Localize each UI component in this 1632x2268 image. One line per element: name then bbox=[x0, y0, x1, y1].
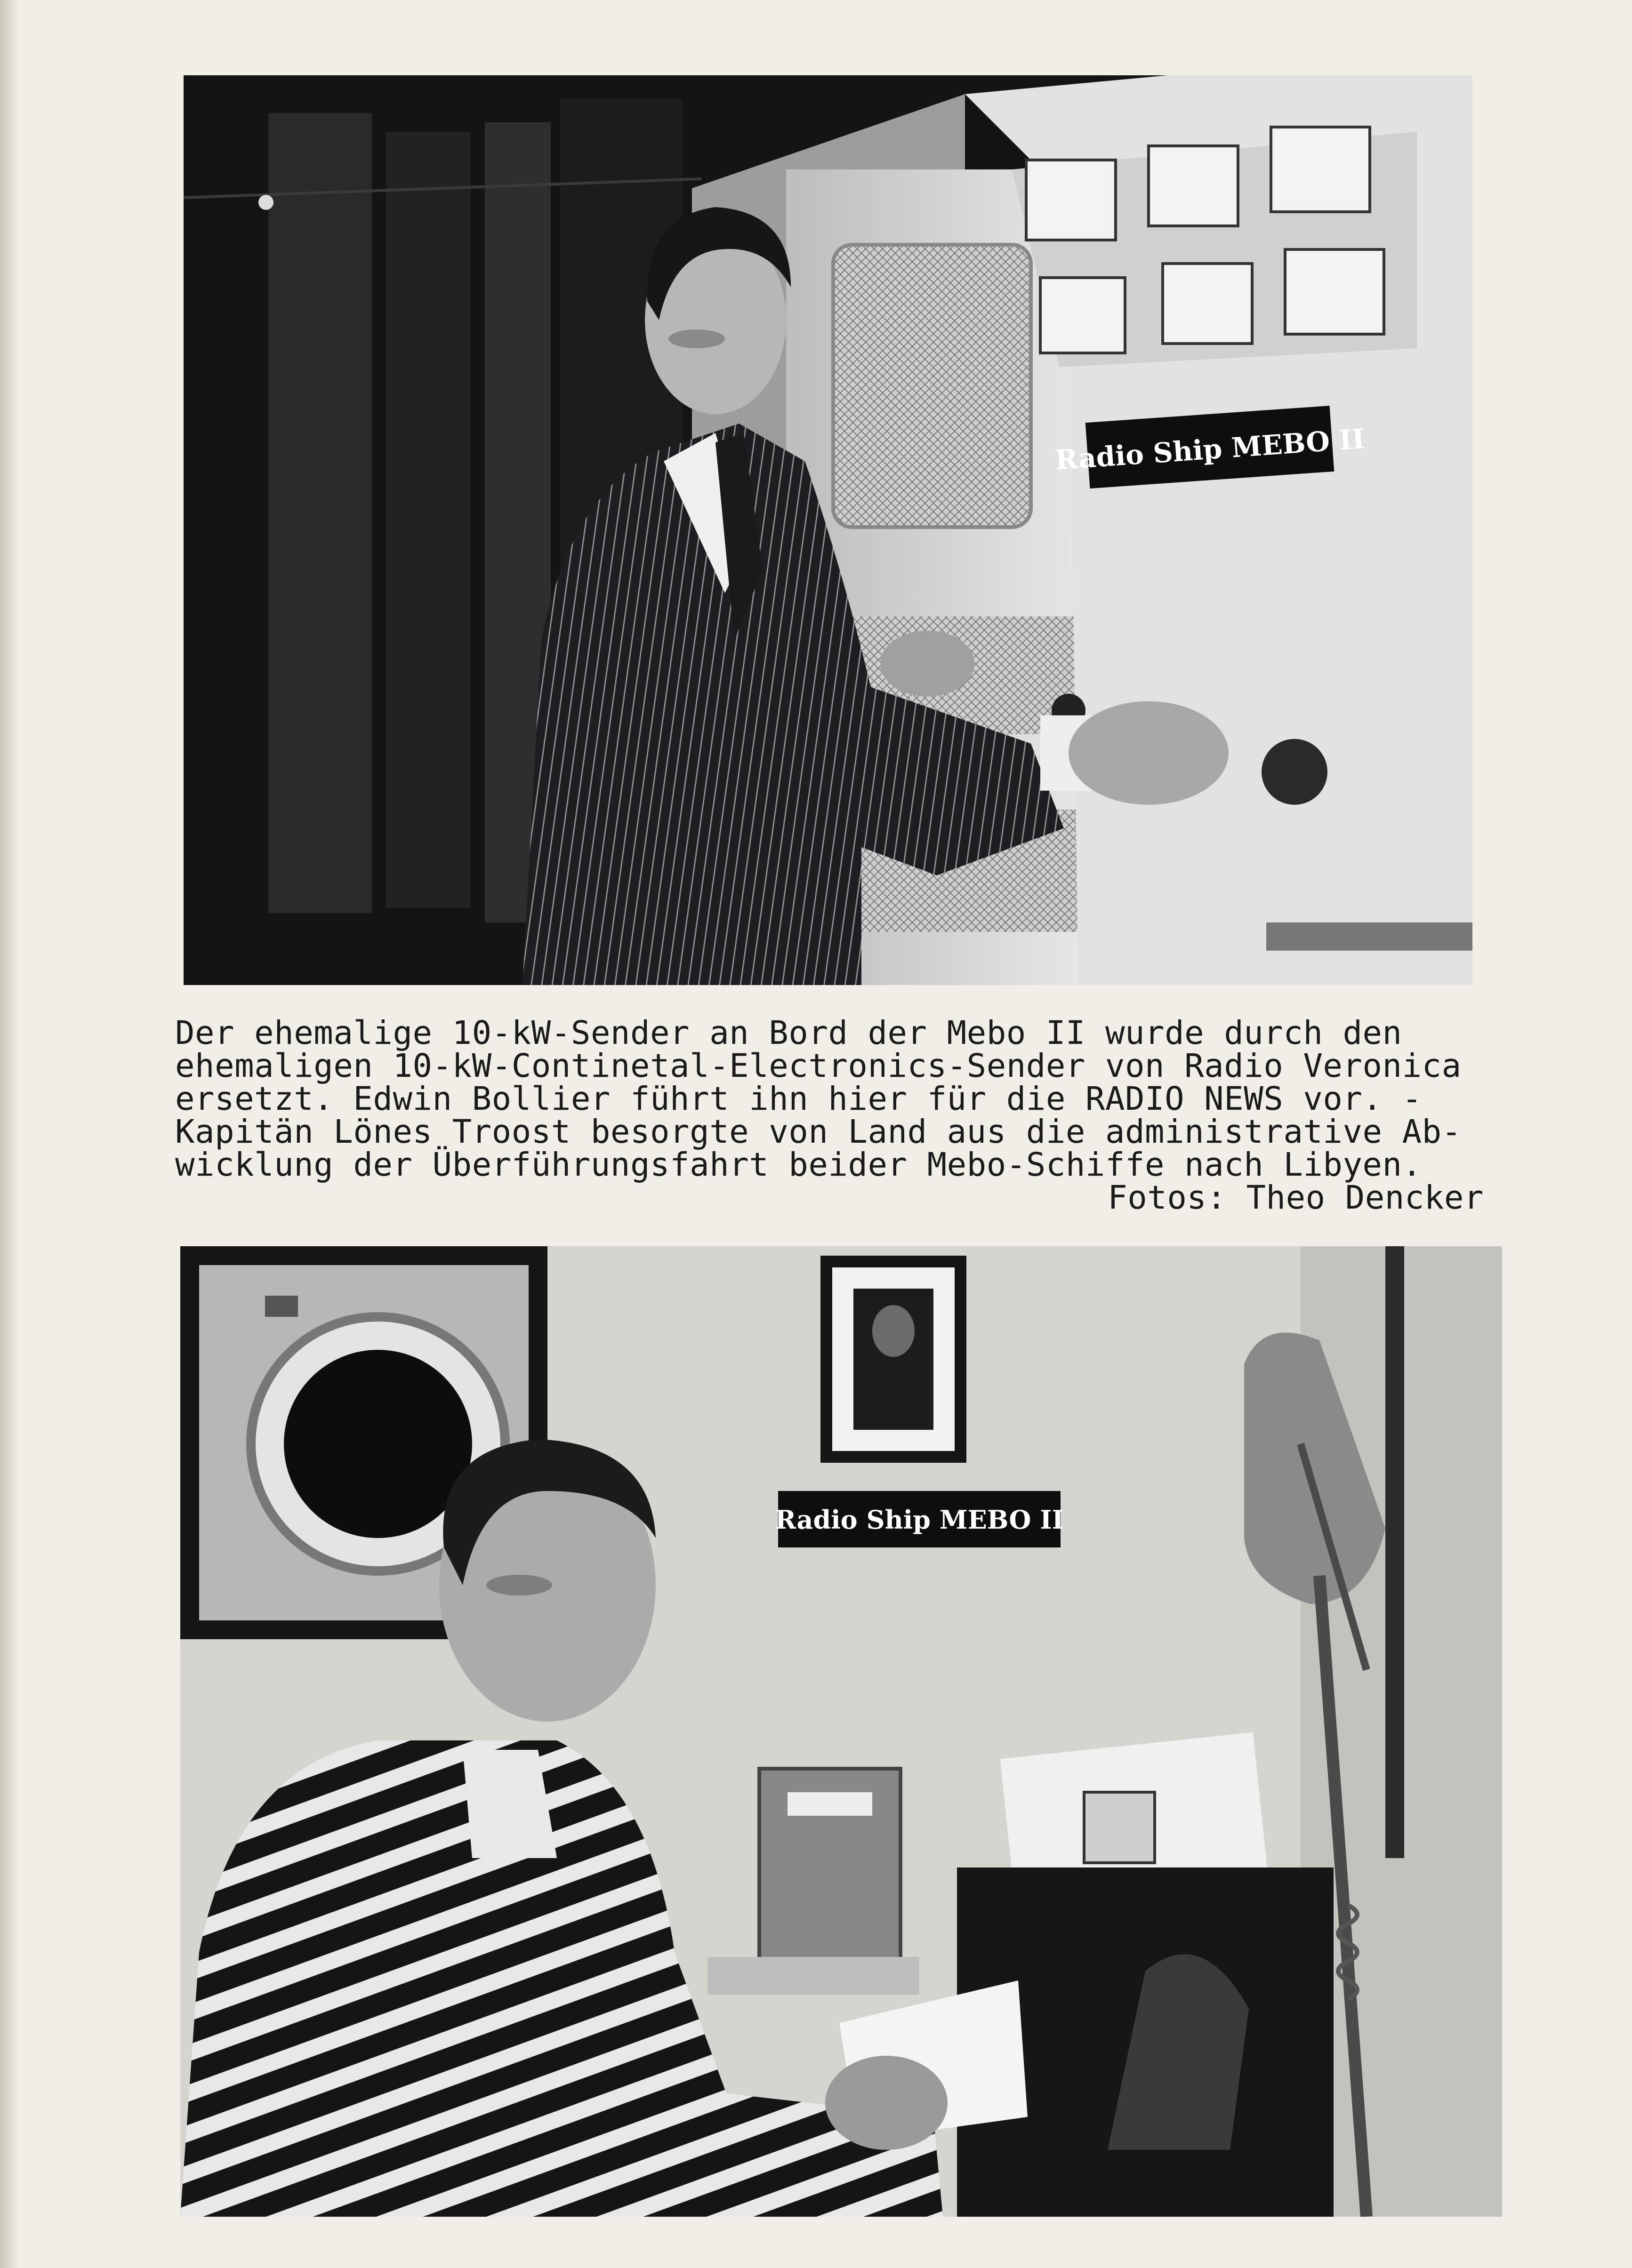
svg-text:Radio Ship MEBO II: Radio Ship MEBO II bbox=[775, 1505, 1064, 1535]
caption-line: Kapitän Lönes Troost besorgte von Land aus die administrative Ab- bbox=[175, 1113, 1462, 1151]
caption-line: ersetzt. Edwin Bollier führt ihn hier für die RADIO NEWS vor. - bbox=[175, 1080, 1422, 1118]
caption-line: Der ehemalige 10-kW-Sender an Bord der Mebo II wurde durch den bbox=[175, 1014, 1402, 1052]
svg-text:Radio Ship MEBO II: Radio Ship MEBO II bbox=[1054, 423, 1366, 476]
mebo-sign-bottom bbox=[775, 1491, 1063, 1547]
photo-cabin-office bbox=[180, 1246, 1502, 2217]
photo-credit: Fotos: Theo Dencker bbox=[1108, 1179, 1484, 1217]
photo-transmitter-room bbox=[184, 75, 1472, 985]
caption-line: wicklung der Überführungsfahrt beider Mebo-Schiffe nach Libyen. bbox=[175, 1146, 1422, 1184]
caption-line: ehemaligen 10-kW-Continetal-Electronics-Sender von Radio Veronica bbox=[175, 1047, 1462, 1085]
page-binding-edge bbox=[0, 0, 19, 2268]
photo-caption bbox=[175, 1014, 1493, 1217]
framed-portrait-icon bbox=[820, 1256, 966, 1463]
